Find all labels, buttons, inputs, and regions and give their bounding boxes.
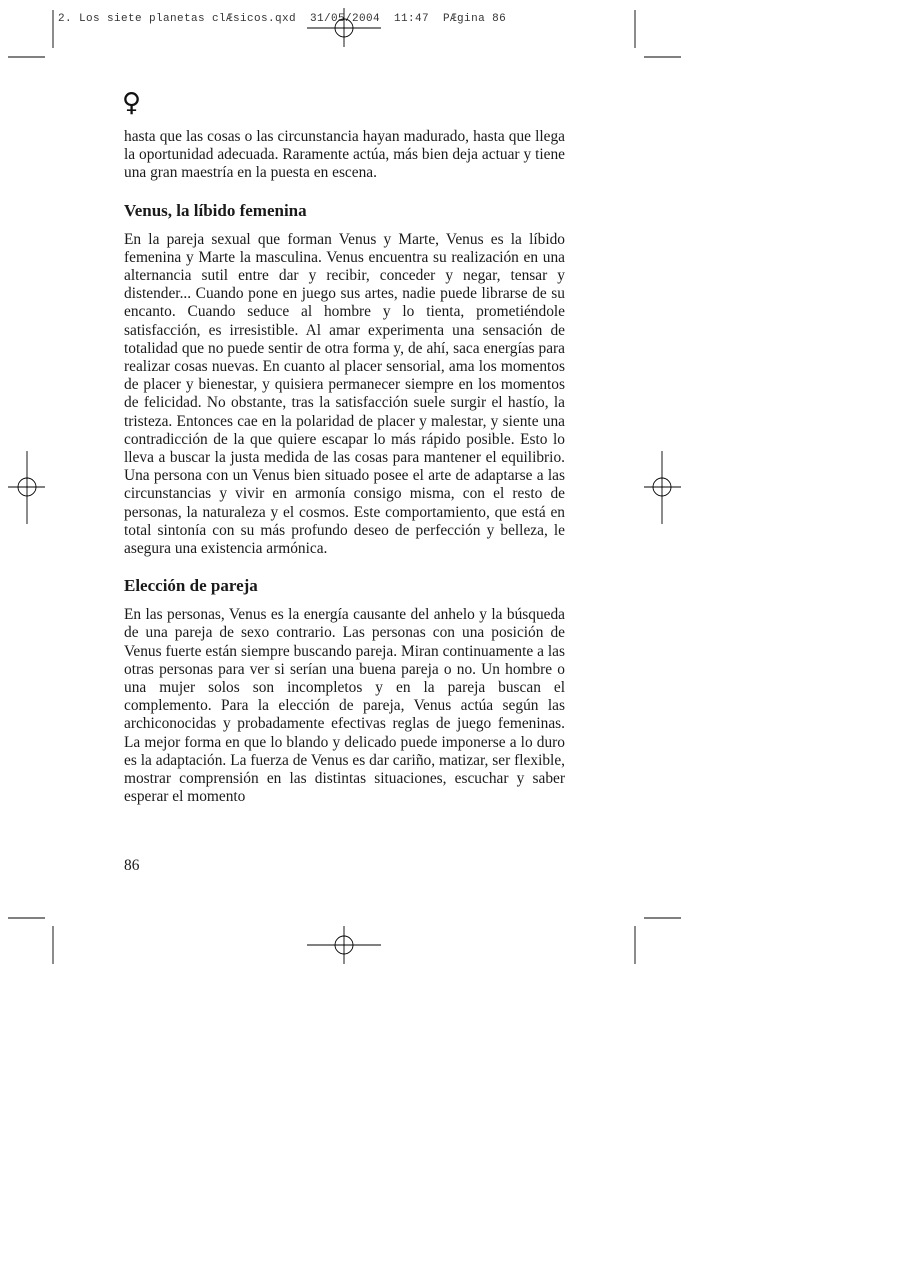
venus-symbol-icon: ♀ — [122, 88, 142, 118]
intro-paragraph: hasta que las cosas o las circunstancia hayan madurado, hasta que llega la oportunidad adecuada. Raramente actúa, más bien deja actuar y tiene una gran maestría en la puesta en escena. — [124, 128, 565, 182]
section-heading-eleccion-pareja: Elección de pareja — [124, 576, 258, 596]
page-number: 86 — [124, 857, 140, 874]
section-body-venus-libido: En la pareja sexual que forman Venus y Marte, Venus es la líbido femenina y Marte la masculina. Venus encuentra su realización en una alternancia sutil entre dar y recibir, conceder y negar, tensar y distender... Cuando pone en juego sus artes, nadie puede librarse de su encanto. Cuando seduce al hombre y lo tienta, prometiéndole satisfacción, es irresistible. Al amar experimenta una sensación de totalidad que no puede sentir de otra forma y, de ahí, saca energías para realizar cosas nuevas. En cuanto al placer sensorial, ama los momentos de placer y bienestar, y quisiera permanecer siempre en los momentos de felicidad. No obstante, tras la satisfacción suele surgir el hastío, la tristeza. Entonces cae en la polaridad de placer y malestar, y siente una contradicción de la que quiere escapar lo más rápido posible. Esto lo lleva a buscar la justa medida de las cosas para mantener el equilibrio. Una persona con un Venus bien situado posee el arte de adaptarse a las circunstancias y vivir en armonía consigo misma, con el resto de personas, la naturaleza y el cosmos. Este comportamiento, que está en total sintonía con su más profundo deseo de perfección y belleza, le asegura una existencia armónica. — [124, 230, 565, 558]
section-heading-venus-libido: Venus, la líbido femenina — [124, 200, 307, 220]
text-column — [124, 128, 565, 807]
section-body-eleccion-pareja: En las personas, Venus es la energía causante del anhelo y la búsqueda de una pareja de sexo contrario. Las personas con una posición de Venus fuerte están siempre buscando pareja. Miran continuamente a las otras personas para ver si serían una buena pareja o no. Un hombre o una mujer solos son incompletos y en la pareja buscan el complemento. Para la elección de pareja, Venus actúa según las archiconocidas y probadamente efectivas reglas de juego femeninas. La mejor forma en que lo blando y delicado puede imponerse a lo duro es la adaptación. La fuerza de Venus es dar cariño, matizar, ser flexible, mostrar comprensión en las distintas situaciones, escuchar y saber esperar el momento — [124, 606, 565, 806]
slug-line: 2. Los siete planetas clÆsicos.qxd 31/05/2004 11:47 PÆgina 86 — [58, 13, 507, 25]
